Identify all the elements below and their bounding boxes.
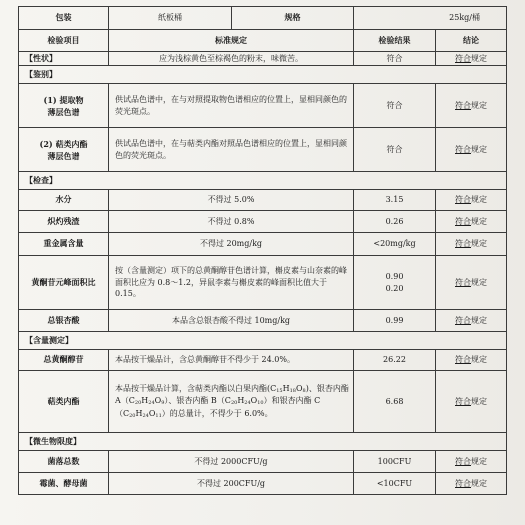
- row-total-flavonol-glycosides: [19, 350, 507, 371]
- row-moisture: [19, 190, 507, 211]
- result-value: 0.26: [354, 211, 436, 233]
- conclusion: 符合规定: [436, 84, 507, 128]
- item-name: (1) 提取物 薄层色谱: [19, 84, 109, 128]
- section-label: 【鉴别】: [19, 66, 507, 84]
- conclusion: 符合规定: [436, 52, 507, 66]
- section-label: 【微生物限度】: [19, 433, 507, 451]
- row-residue-on-ignition: [19, 211, 507, 233]
- item-name: (2) 萜类内酯 薄层色谱: [19, 128, 109, 172]
- packaging-row: [19, 7, 507, 30]
- inspection-table: [18, 6, 507, 495]
- conclusion: 符合规定: [436, 451, 507, 473]
- item-name: 水分: [19, 190, 109, 211]
- result-value: <10CFU: [354, 473, 436, 495]
- spec-label: 规格: [232, 7, 354, 30]
- standard-text: 本品按干燥品计算，含萜类内酯以白果内酯$(C_{15}H_{18}O_8)$、银杏内酯 $A(C_{20}H_{24}O_9)$、银杏内酯 $B(C_{20}H_{24}O_{10})$和银杏内酯 $C(C_{20}H_{24}O_{11})$的总量计，不得少于 6.0%。: [109, 371, 354, 433]
- result-value: 符合: [354, 128, 436, 172]
- section-label: 【性状】: [19, 52, 109, 66]
- result-value: 3.15: [354, 190, 436, 211]
- conclusion: 符合规定: [436, 128, 507, 172]
- result-value: 26.22: [354, 350, 436, 371]
- conclusion: 符合规定: [436, 190, 507, 211]
- conclusion: 符合规定: [436, 371, 507, 433]
- standard-text: 供试品色谱中，在与对照提取物色谱相应的位置上，显相同颜色的荧光斑点。: [109, 84, 354, 128]
- row-flavonoid-tlc: [19, 84, 507, 128]
- item-name: 炽灼残渣: [19, 211, 109, 233]
- conclusion: 符合规定: [436, 473, 507, 495]
- row-mold-yeast-count: [19, 473, 507, 495]
- item-name: 总银杏酸: [19, 310, 109, 332]
- result-value: 0.99: [354, 310, 436, 332]
- col-conclusion: 结论: [436, 30, 507, 52]
- result-value: 符合: [354, 84, 436, 128]
- section-properties: [19, 52, 507, 66]
- conclusion: 符合规定: [436, 256, 507, 310]
- conclusion: 符合规定: [436, 211, 507, 233]
- standard-text: 不得过 2000CFU/g: [109, 451, 354, 473]
- item-name: 萜类内酯: [19, 371, 109, 433]
- standard-text: 不得过 5.0%: [109, 190, 354, 211]
- result-value: 0.90 0.20: [354, 256, 436, 310]
- row-total-ginkgolic-acid: [19, 310, 507, 332]
- row-terpene-lactone-tlc: [19, 128, 507, 172]
- result-value: 符合: [354, 52, 436, 66]
- standard-text: 按（含量测定）项下的总黄酮醇苷色谱计算，槲皮素与山奈素的峰面积比应为 0.8～1.2，异鼠李素与槲皮素的峰面积比值大于 0.15。: [109, 256, 354, 310]
- spec-value: 25kg/桶: [354, 7, 507, 30]
- section-microbial-limits: [19, 433, 507, 451]
- standard-text: 本品按干燥品计，含总黄酮醇苷不得少于 24.0%。: [109, 350, 354, 371]
- standard-text: 应为浅棕黄色至棕褐色的粉末，味微苦。: [109, 52, 354, 66]
- col-result: 检验结果: [354, 30, 436, 52]
- standard-text: 不得过 200CFU/g: [109, 473, 354, 495]
- item-name: 总黄酮醇苷: [19, 350, 109, 371]
- standard-text: 本品含总银杏酸不得过 10mg/kg: [109, 310, 354, 332]
- section-identification: [19, 66, 507, 84]
- row-terpene-lactones-assay: [19, 371, 507, 433]
- section-assay: [19, 332, 507, 350]
- row-flavonol-peak-ratio: [19, 256, 507, 310]
- conclusion: 符合规定: [436, 233, 507, 256]
- packaging-value: 纸板桶: [109, 7, 232, 30]
- section-examination: [19, 172, 507, 190]
- conclusion: 符合规定: [436, 310, 507, 332]
- result-value: 100CFU: [354, 451, 436, 473]
- item-name: 菌落总数: [19, 451, 109, 473]
- conclusion: 符合规定: [436, 350, 507, 371]
- col-standard: 标准规定: [109, 30, 354, 52]
- section-label: 【含量测定】: [19, 332, 507, 350]
- result-value: 6.68: [354, 371, 436, 433]
- section-label: 【检查】: [19, 172, 507, 190]
- standard-text: 供试品色谱中，在与萜类内酯对照品色谱相应的位置上，显相同颜色的荧光斑点。: [109, 128, 354, 172]
- item-name: 黄酮苷元峰面积比: [19, 256, 109, 310]
- column-header-row: [19, 30, 507, 52]
- standard-text: 不得过 20mg/kg: [109, 233, 354, 256]
- col-item: 检验项目: [19, 30, 109, 52]
- packaging-label: 包装: [19, 7, 109, 30]
- row-heavy-metals: [19, 233, 507, 256]
- result-value: <20mg/kg: [354, 233, 436, 256]
- item-name: 霉菌、酵母菌: [19, 473, 109, 495]
- row-bacteria-count: [19, 451, 507, 473]
- standard-text: 不得过 0.8%: [109, 211, 354, 233]
- item-name: 重金属含量: [19, 233, 109, 256]
